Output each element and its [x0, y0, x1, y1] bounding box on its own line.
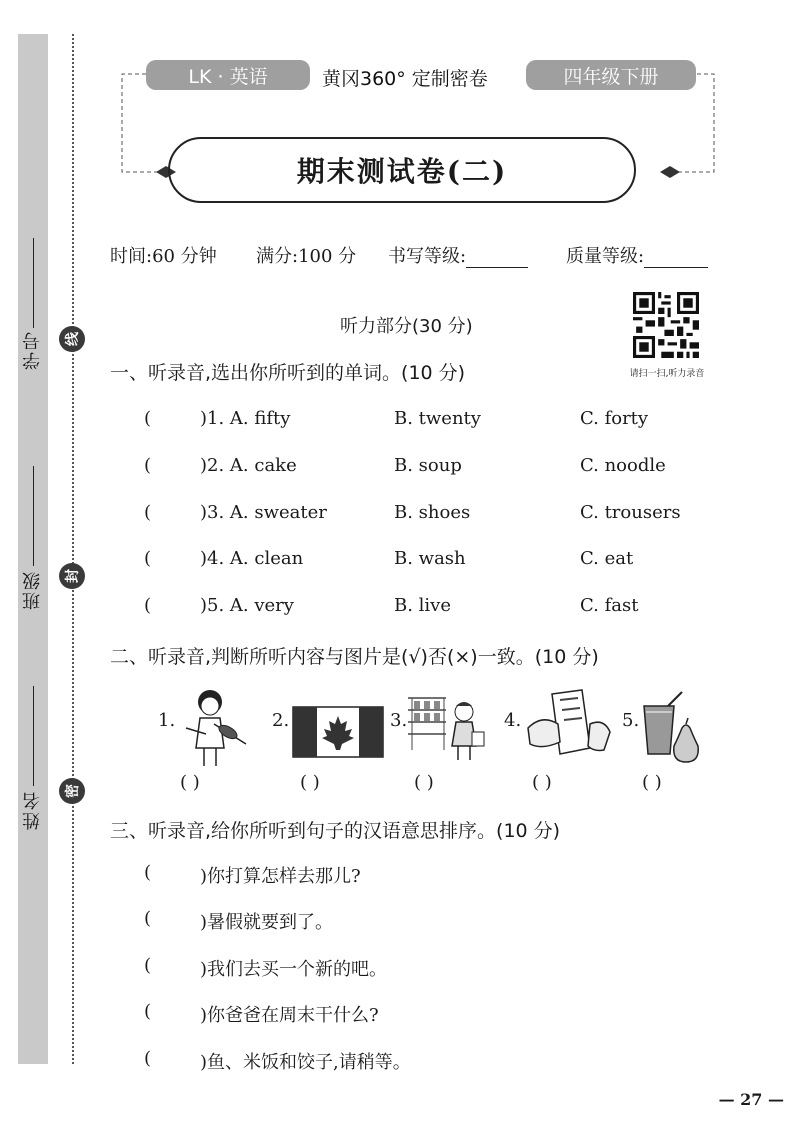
time-info: 时间:60 分钟: [110, 246, 217, 267]
picture-2-number: 2.: [272, 710, 290, 731]
name-label: 姓名: [22, 790, 43, 830]
subject-pill: LK · 英语: [146, 60, 310, 90]
s1-question-2: ( )2. A. cake B. soup C. noodle: [144, 455, 666, 476]
student-id-text: 学号: [22, 330, 43, 370]
class-line: [18, 460, 48, 566]
quality-grade-blank[interactable]: [644, 245, 708, 268]
writing-grade-label: 书写等级:: [388, 242, 528, 268]
drink-pear-picture: [638, 690, 702, 764]
name-line: [18, 680, 48, 786]
s3-item-1: ( )你打算怎样去那儿?: [144, 862, 361, 887]
canada-flag-picture: [292, 706, 384, 758]
picture-3-number: 3.: [390, 710, 408, 731]
picture-5-number: 5.: [622, 710, 640, 731]
seal-marker-feng: 封: [59, 563, 85, 589]
s3-item-5: ( )鱼、米饭和饺子,请稍等。: [144, 1048, 411, 1073]
listening-section-title: 听力部分(30 分): [340, 316, 473, 337]
seal-marker-xian: 线: [59, 326, 85, 352]
qr-code-icon[interactable]: [633, 292, 699, 358]
shopping-girl-picture: [406, 690, 486, 764]
picture-4-number: 4.: [504, 710, 522, 731]
book-picture: [524, 688, 612, 760]
cut-line: [72, 34, 74, 1064]
section-2-heading: 二、听录音,判断所听内容与图片是(√)否(×)一致。(10 分): [110, 646, 599, 668]
s1-question-1: ( )1. A. fifty B. twenty C. forty: [144, 408, 649, 429]
quality-grade-label: 质量等级:: [566, 242, 708, 268]
s1-question-4: ( )4. A. clean B. wash C. eat: [144, 548, 634, 569]
s3-item-2: ( )暑假就要到了。: [144, 908, 334, 933]
class-label: 班级: [22, 570, 43, 610]
picture-1-number: 1.: [158, 710, 176, 731]
s1-question-5: ( )5. A. very B. live C. fast: [144, 595, 639, 616]
exam-title: 期末测试卷(二): [168, 137, 636, 203]
section-1-heading: 一、听录音,选出你所听到的单词。(10 分): [110, 362, 466, 384]
picture-1-answer[interactable]: ( ): [180, 772, 200, 793]
picture-4-answer[interactable]: ( ): [532, 772, 552, 793]
picture-3-answer[interactable]: ( ): [414, 772, 434, 793]
student-id-label: [18, 232, 48, 328]
score-info: 满分:100 分: [256, 246, 357, 267]
picture-2-answer[interactable]: ( ): [300, 772, 320, 793]
s3-item-3: ( )我们去买一个新的吧。: [144, 955, 388, 980]
s3-item-4: ( )你爸爸在周末干什么?: [144, 1001, 379, 1026]
seal-marker-mi: 密: [59, 778, 85, 804]
section-3-heading: 三、听录音,给你所听到句子的汉语意思排序。(10 分): [110, 820, 561, 842]
writing-grade-blank[interactable]: [466, 245, 528, 268]
series-title: 黄冈360° 定制密卷: [322, 68, 488, 90]
qr-caption: 请扫一扫,听力录音: [629, 369, 705, 379]
girl-violin-picture: [176, 688, 252, 768]
grade-pill: 四年级下册: [526, 60, 696, 90]
s1-question-3: ( )3. A. sweater B. shoes C. trousers: [144, 502, 681, 523]
page-number: — 27 —: [718, 1090, 784, 1109]
picture-5-answer[interactable]: ( ): [642, 772, 662, 793]
